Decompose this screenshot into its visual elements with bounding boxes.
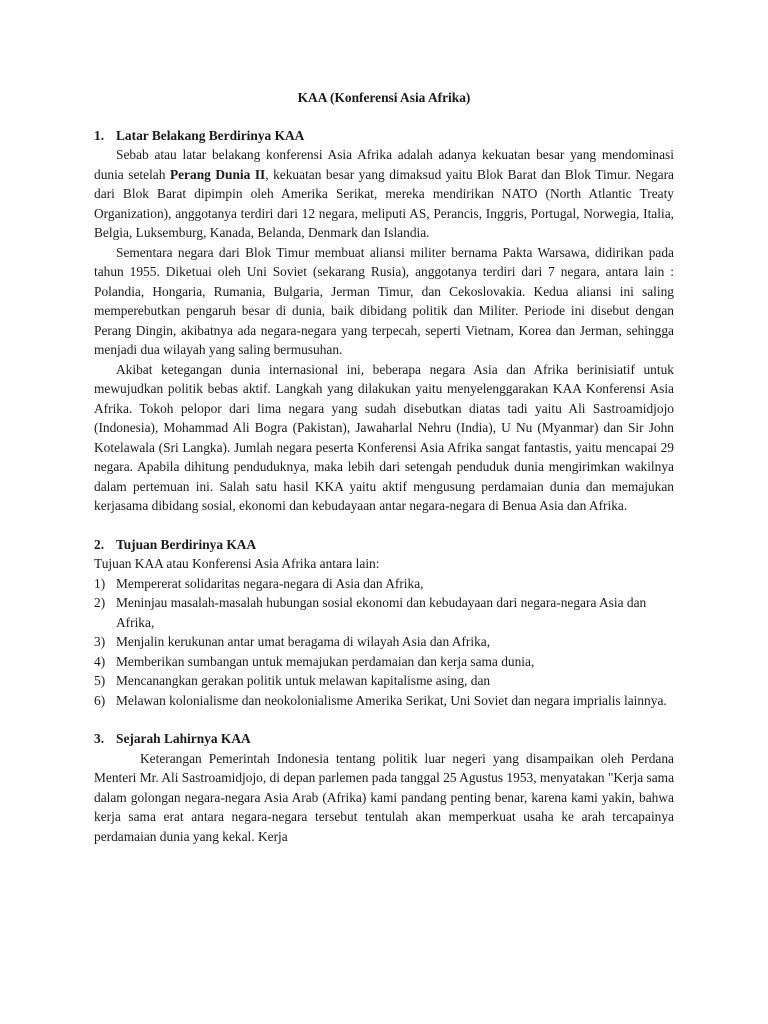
section-3-title: Sejarah Lahirnya KAA bbox=[116, 731, 251, 746]
list-item-text: Memberikan sumbangan untuk memajukan perdamaian dan kerja sama dunia, bbox=[116, 653, 535, 669]
section-2-list bbox=[94, 574, 674, 711]
section-3-number: 3. bbox=[94, 731, 105, 746]
list-item bbox=[94, 632, 674, 652]
section-1-paragraph-1-bold: Perang Dunia II bbox=[169, 166, 266, 182]
list-item bbox=[94, 671, 674, 691]
section-2-heading bbox=[94, 535, 674, 555]
list-item-text: Mencanangkan gerakan politik untuk melawan kapitalisme asing, dan bbox=[116, 673, 491, 688]
section-2-number: 2. bbox=[94, 536, 105, 552]
list-item-text: Melawan kolonialisme dan neokolonialisme Amerika Serikat, Uni Soviet dan negara imprialis lainnya. bbox=[116, 692, 667, 708]
list-item-number: 2) bbox=[94, 595, 106, 610]
section-1-paragraph-1 bbox=[94, 145, 674, 243]
section-spacer bbox=[94, 710, 674, 729]
list-item-number: 4) bbox=[94, 653, 106, 669]
document-title: KAA (Konferensi Asia Afrika) bbox=[297, 90, 471, 105]
list-item-number: 1) bbox=[94, 575, 106, 591]
list-item-number: 5) bbox=[94, 673, 106, 688]
list-item-text: Menjalin kerukunan antar umat beragama di wilayah Asia dan Afrika, bbox=[116, 634, 491, 649]
section-1-paragraph-1-before: Sebab atau latar belakang konferensi Asia Afrika adalah adanya kekuatan besar yang mendominasi dunia setelah bbox=[94, 147, 674, 182]
section-1-number: 1. bbox=[94, 127, 105, 143]
document-page bbox=[94, 88, 674, 846]
list-item-number: 6) bbox=[94, 692, 106, 708]
section-1-paragraph-2: Sementara negara dari Blok Timur membuat aliansi militer bernama Pakta Warsawa, didirikan pada tahun 1955. Diketuai oleh Uni Soviet (sekarang Rusia), anggotanya terdiri dari 7 negara, antara lain : Polandia, Hongaria, Rumania, Bulgaria, Jerman Timur, dan Cekoslovakia. Kedua aliansi ini saling memperebutkan pengaruh besar di dunia, baik dibidang politik dan Militer. Periode ini disebut dengan Perang Dingin, akibatnya ada negara-negara yang terpecah, seperti Vietnam, Korea dan Jerman, sehingga menjadi dua wilayah yang saling bermusuhan. bbox=[94, 244, 674, 357]
section-1-title: Latar Belakang Berdirinya KAA bbox=[116, 127, 305, 143]
list-item bbox=[94, 574, 674, 594]
section-1-paragraph-1-after: , kekuatan besar yang dimaksud yaitu Blok Barat dan Blok Timur. Negara dari Blok Barat dipimpin oleh Amerika Serikat, mereka mendirikan NATO (North Atlantic Treaty Organization), anggotanya terdiri dari 12 negara, meliputi AS, Perancis, Inggris, Portugal, Norwegia, Italia, Belgia, Luksemburg, Kanada, Belanda, Denmark dan Islandia. bbox=[94, 166, 674, 240]
section-3-heading bbox=[94, 729, 674, 749]
section-1-heading bbox=[94, 126, 674, 146]
section-3-paragraph-1: Keterangan Pemerintah Indonesia tentang politik luar negeri yang disampaikan oleh Perdana Menteri Mr. Ali Sastroamidjojo, di depan parlemen pada tanggal 25 Agustus 1953, menyatakan "Kerja sama dalam golongan negara-negara Asia Arab (Afrika) kami pandang penting benar, karena kami yakin, bahwa kerja sama erat antara negara-negara tersebut tentulah akan memperkuat usaha ke arah tercapainya perdamaian dunia yang kekal. Kerja bbox=[94, 750, 675, 844]
list-item bbox=[94, 652, 674, 672]
list-item-text: Meninjau masalah-masalah hubungan sosial ekonomi dan kebudayaan dari negara-negara Asia dan Afrika, bbox=[116, 595, 647, 630]
list-item-number: 3) bbox=[94, 634, 106, 649]
list-item bbox=[94, 691, 674, 711]
section-1-paragraph-3: Akibat ketegangan dunia internasional ini, beberapa negara Asia dan Afrika berinisiatif untuk mewujudkan politik bebas aktif. Langkah yang dilakukan yaitu menyelenggarakan KAA Konferensi Asia Afrika. Tokoh pelopor dari lima negara yang sudah disebutkan diatas tadi yaitu Ali Sastroamidjojo (Indonesia), Mohammad Ali Bogra (Pakistan), Jawaharlal Nehru (India), U Nu (Myanmar) dan Sir John Kotelawala (Sri Langka). Jumlah negara peserta Konferensi Asia Afrika sangat fantastis, yaitu mencapai 29 negara. Apabila dihitung penduduknya, maka lebih dari setengah penduduk dunia mengirimkan wakilnya dalam pertemuan ini. Salah satu hasil KKA yaitu aktif mengusung perdamaian dunia dan memajukan kerjasama dibidang sosial, ekonomi dan kebudayaan antar negara-negara di Benua Asia dan Afrika. bbox=[94, 361, 674, 513]
section-2-intro: Tujuan KAA atau Konferensi Asia Afrika antara lain: bbox=[94, 556, 380, 571]
list-item bbox=[94, 593, 674, 632]
list-item-text: Mempererat solidaritas negara-negara di Asia dan Afrika, bbox=[116, 575, 424, 591]
section-spacer bbox=[94, 516, 674, 535]
section-2-title: Tujuan Berdirinya KAA bbox=[116, 536, 257, 552]
